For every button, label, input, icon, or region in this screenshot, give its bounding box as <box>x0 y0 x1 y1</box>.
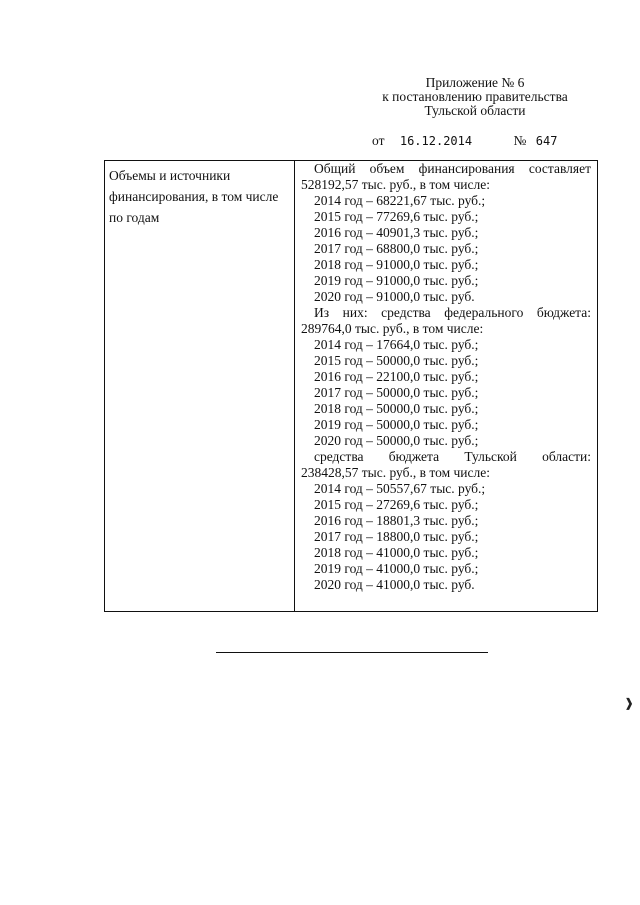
table-row <box>105 161 598 612</box>
total-year-2019: 2019 год – 91000,0 тыс. руб.; <box>314 273 479 288</box>
regional-year-2017: 2017 год – 18800,0 тыс. руб.; <box>314 529 479 544</box>
regional-intro-line: средства бюджета Тульской области: <box>314 449 591 464</box>
resolution-date: 16.12.2014 <box>399 134 473 148</box>
federal-year-2019: 2019 год – 50000,0 тыс. руб.; <box>314 417 479 432</box>
regional-year-2016: 2016 год – 18801,3 тыс. руб.; <box>314 513 479 528</box>
federal-year-2015: 2015 год – 50000,0 тыс. руб.; <box>314 353 479 368</box>
total-intro-line: Общий объем финансирования составляет <box>314 161 591 176</box>
financing-label-cell: Объемы и источники финансирования, в том числе по годам <box>105 161 295 612</box>
resolution-date-line <box>372 133 557 149</box>
total-year-2016: 2016 год – 40901,3 тыс. руб.; <box>314 225 479 240</box>
appendix-region-line: Тульской области <box>424 103 526 118</box>
resolution-number: 647 <box>535 134 558 148</box>
financing-details-cell <box>295 161 598 612</box>
total-year-2018: 2018 год – 91000,0 тыс. руб.; <box>314 257 479 272</box>
federal-amount-line: 289764,0 тыс. руб., в том числе: <box>301 321 484 336</box>
regional-year-2014: 2014 год – 50557,67 тыс. руб.; <box>314 481 486 496</box>
federal-year-2020: 2020 год – 50000,0 тыс. руб.; <box>314 433 479 448</box>
federal-year-2017: 2017 год – 50000,0 тыс. руб.; <box>314 385 479 400</box>
federal-year-2016: 2016 год – 22100,0 тыс. руб.; <box>314 369 479 384</box>
total-year-2017: 2017 год – 68800,0 тыс. руб.; <box>314 241 479 256</box>
appendix-resolution-line: к постановлению правительства <box>382 89 568 104</box>
number-sign: № <box>513 133 527 148</box>
regional-year-2019: 2019 год – 41000,0 тыс. руб.; <box>314 561 479 576</box>
date-from-label: от <box>372 133 385 148</box>
total-year-2014: 2014 год – 68221,67 тыс. руб.; <box>314 193 486 208</box>
scan-mark: ❱ <box>624 696 635 710</box>
financing-table <box>104 160 598 612</box>
total-amount-line: 528192,57 тыс. руб., в том числе: <box>301 177 490 192</box>
appendix-title: Приложение № 6 <box>425 75 525 90</box>
regional-year-2020: 2020 год – 41000,0 тыс. руб. <box>314 577 475 592</box>
federal-year-2014: 2014 год – 17664,0 тыс. руб.; <box>314 337 479 352</box>
total-year-2015: 2015 год – 77269,6 тыс. руб.; <box>314 209 479 224</box>
regional-year-2015: 2015 год – 27269,6 тыс. руб.; <box>314 497 479 512</box>
regional-year-2018: 2018 год – 41000,0 тыс. руб.; <box>314 545 479 560</box>
total-year-2020: 2020 год – 91000,0 тыс. руб. <box>314 289 475 304</box>
federal-year-2018: 2018 год – 50000,0 тыс. руб.; <box>314 401 479 416</box>
federal-intro-line: Из них: средства федерального бюджета: <box>314 305 591 320</box>
regional-amount-line: 238428,57 тыс. руб., в том числе: <box>301 465 490 480</box>
appendix-header <box>360 76 590 118</box>
end-divider <box>216 652 488 653</box>
